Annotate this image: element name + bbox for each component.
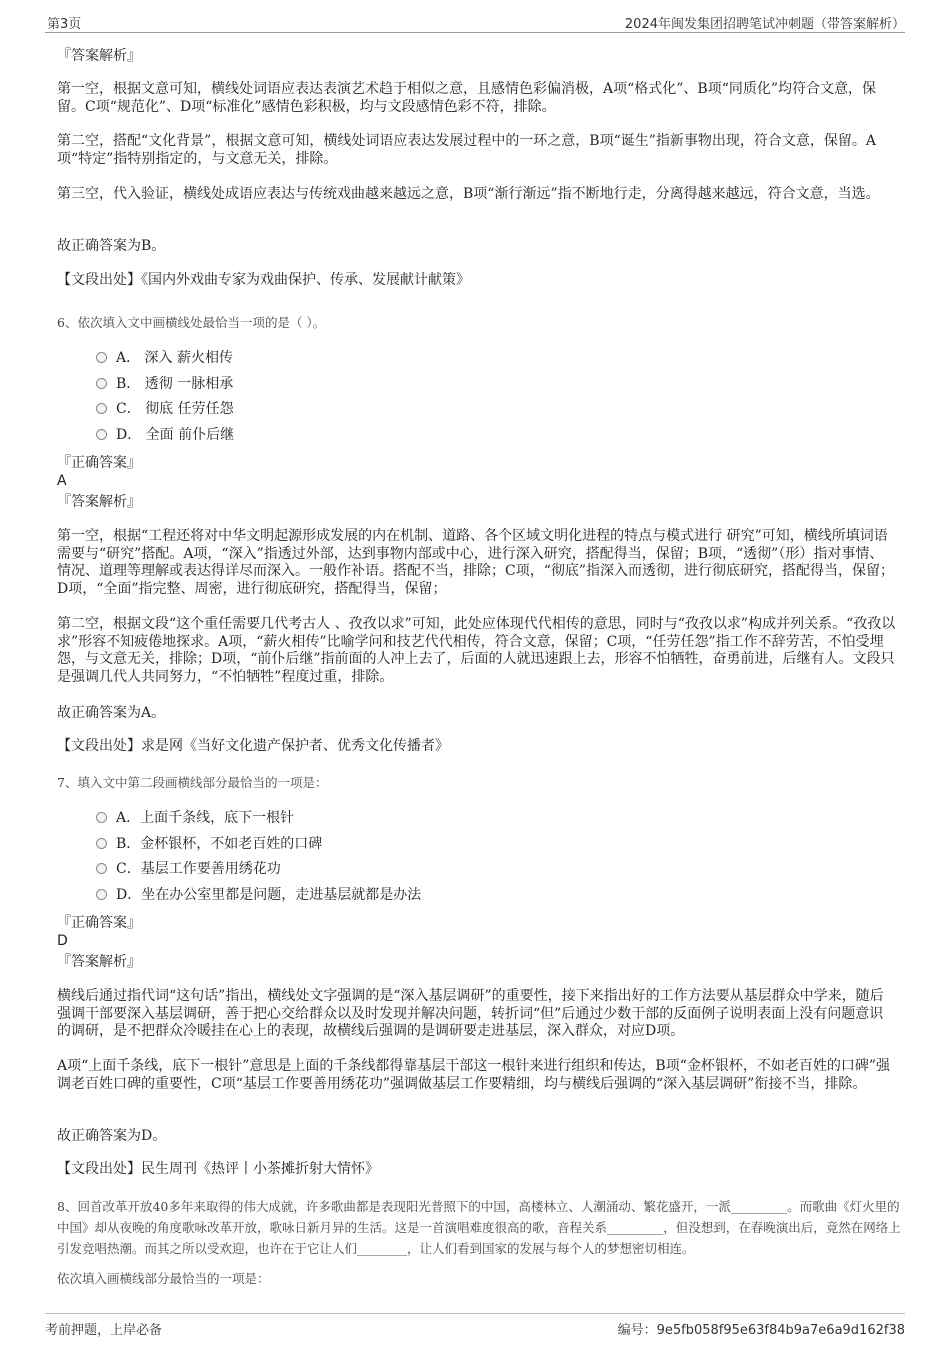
- correct-answer-label: 『正确答案』: [57, 915, 141, 931]
- correct-answer: A: [57, 473, 67, 489]
- document-id: 编号：9e5fb058f95e63f84b9a7e6a9d162f38: [617, 1323, 905, 1338]
- source-citation: 【文段出处】求是网《当好文化遗产保护者、优秀文化传播者》: [57, 738, 449, 754]
- radio-button[interactable]: [96, 429, 107, 440]
- option-d[interactable]: D．坐在办公室里都是问题，走进基层就都是办法: [96, 886, 421, 904]
- analysis-paragraph: 第三空，代入验证，横线处成语应表达与传统戏曲越来越远之意，B项“渐行渐远”指不断地行走，分离得越来越远，符合文意，当选。: [57, 186, 880, 202]
- answer-analysis-label: 『答案解析』: [57, 48, 141, 64]
- question-text: 7、填入文中第二段画横线部分最恰当的一项是：: [57, 775, 328, 790]
- question-text: 6、依次填入文中画横线处最恰当一项的是（ ）。: [57, 315, 326, 330]
- analysis-paragraph: 第二空，搭配“文化背景”，根据文意可知，横线处词语应表达发展过程中的一环之意，B项“诞生”指新事物出现，符合文意，保留。A项“特定”指特别指定的，与文意无关，排除。: [57, 133, 877, 167]
- analysis-paragraph: A项“上面千条线，底下一根针”意思是上面的千条线都得靠基层干部这一根针来进行组织和传达，B项“金杯银杯，不如老百姓的口碑”强调老百姓口碑的重要性，C项“基层工作要善用绣花功”强调做基层工作要精细，均与横线后强调的“深入基层调研”衔接不当，排除。: [57, 1058, 891, 1092]
- option-b[interactable]: B． 透彻 一脉相承: [96, 375, 233, 393]
- radio-button[interactable]: [96, 403, 107, 414]
- analysis-paragraph: 第二空，根据文段“这个重任需要几代考古人 、孜孜以求”可知，此处应体现代代相传的意思，同时与“孜孜以求”构成并列关系。“孜孜以求”形容不知疲倦地探求。A项，“薪火相传”比喻学问和技艺代代相传，符合文意，保留；C项，“任劳任怨”指工作不辞劳苦，不怕受埋怨，与文意无关，排除；D项，“前仆后继”指前面的人冲上去了，后面的人就迅速跟上去，形容不怕牺牲，奋勇前进，后继有人。文段只是强调几代人共同努力，“不怕牺牲”程度过重，排除。: [57, 616, 896, 685]
- document-title: 2024年闽发集团招聘笔试冲刺题（带答案解析）: [624, 17, 905, 32]
- answer-conclusion: 故正确答案为B。: [57, 238, 166, 254]
- option-c[interactable]: C．基层工作要善用绣花功: [96, 860, 281, 878]
- option-d[interactable]: D． 全面 前仆后继: [96, 426, 234, 444]
- page-footer: [45, 1313, 905, 1340]
- radio-button[interactable]: [96, 352, 107, 363]
- radio-button[interactable]: [96, 378, 107, 389]
- answer-conclusion: 故正确答案为D。: [57, 1128, 167, 1144]
- analysis-paragraph: 第一空，根据“工程还将对中华文明起源形成发展的内在机制、道路、各个区域文明化进程的特点与模式进行 研究”可知，横线所填词语需要与“研究”搭配。A项，“深入”指透过外部，达到事物内部或中心，进行深入研究，搭配得当，保留；B项，“透彻”（形）指对事情、情况、道理等理解或表达得详尽而深入。一般作补语。搭配不当，排除；C项，“彻底”指深入而透彻，进行彻底研究，搭配得当，保留；D项，“全面”指完整、周密，进行彻底研究，搭配得当，保留；: [57, 528, 895, 597]
- analysis-paragraph: 横线后通过指代词“这句话”指出，横线处文字强调的是“深入基层调研”的重要性，接下来指出好的工作方法要从基层群众中学来，随后强调干部要深入基层调研，善于把心交给群众以及时发现并解决问题，转折词“但”后通过少数干部的反面例子说明表面上没有问题意识的调研，是不把群众冷暖挂在心上的表现，故横线后强调的是调研要走进基层，深入群众，对应D项。: [57, 988, 884, 1039]
- source-citation: 【文段出处】《国内外戏曲专家为戏曲保护、传承、发展献计献策》: [57, 272, 470, 288]
- radio-button[interactable]: [96, 812, 107, 823]
- answer-conclusion: 故正确答案为A。: [57, 705, 166, 721]
- option-b[interactable]: B．金杯银杯，不如老百姓的口碑: [96, 835, 322, 853]
- option-c[interactable]: C． 彻底 任劳任怨: [96, 400, 234, 418]
- answer-analysis-label: 『答案解析』: [57, 494, 141, 510]
- page-header: [45, 10, 905, 33]
- radio-button[interactable]: [96, 838, 107, 849]
- analysis-paragraph: 第一空，根据文意可知，横线处词语应表达表演艺术趋于相似之意，且感情色彩偏消极，A项“格式化”、B项“同质化”均符合文意，保留。C项“规范化”、D项“标准化”感情色彩积极，均与文段感情色彩不符，排除。: [57, 81, 877, 115]
- footer-slogan: 考前押题，上岸必备: [45, 1323, 163, 1338]
- question-text: 8、回首改革开放40多年来取得的伟大成就，许多歌曲都是表现阳光普照下的中国，高楼林立、人潮涌动、繁花盛开，一派_________。而歌曲《灯火里的中国》却从夜晚的角度歌咏改革开放，歌咏日新月异的生活。这是一首演唱难度很高的歌，音程关系_________，但没想到，在春晚演出后，竟然在网络上引发竞唱热潮。而其之所以受欢迎，也许在于它让人们________，让人们看到国家的发展与每个人的梦想密切相连。: [57, 1199, 901, 1256]
- correct-answer: D: [57, 933, 68, 949]
- answer-analysis-label: 『答案解析』: [57, 954, 141, 970]
- radio-button[interactable]: [96, 863, 107, 874]
- option-a[interactable]: A．上面千条线，底下一根针: [96, 809, 294, 827]
- page-number: 第3页: [47, 17, 82, 32]
- source-citation: 【文段出处】民生周刊《热评丨小茶摊折射大情怀》: [57, 1161, 379, 1177]
- question-prompt: 依次填入画横线部分最恰当的一项是：: [57, 1271, 270, 1286]
- option-a[interactable]: A． 深入 薪火相传: [96, 349, 233, 367]
- radio-button[interactable]: [96, 889, 107, 900]
- correct-answer-label: 『正确答案』: [57, 455, 141, 471]
